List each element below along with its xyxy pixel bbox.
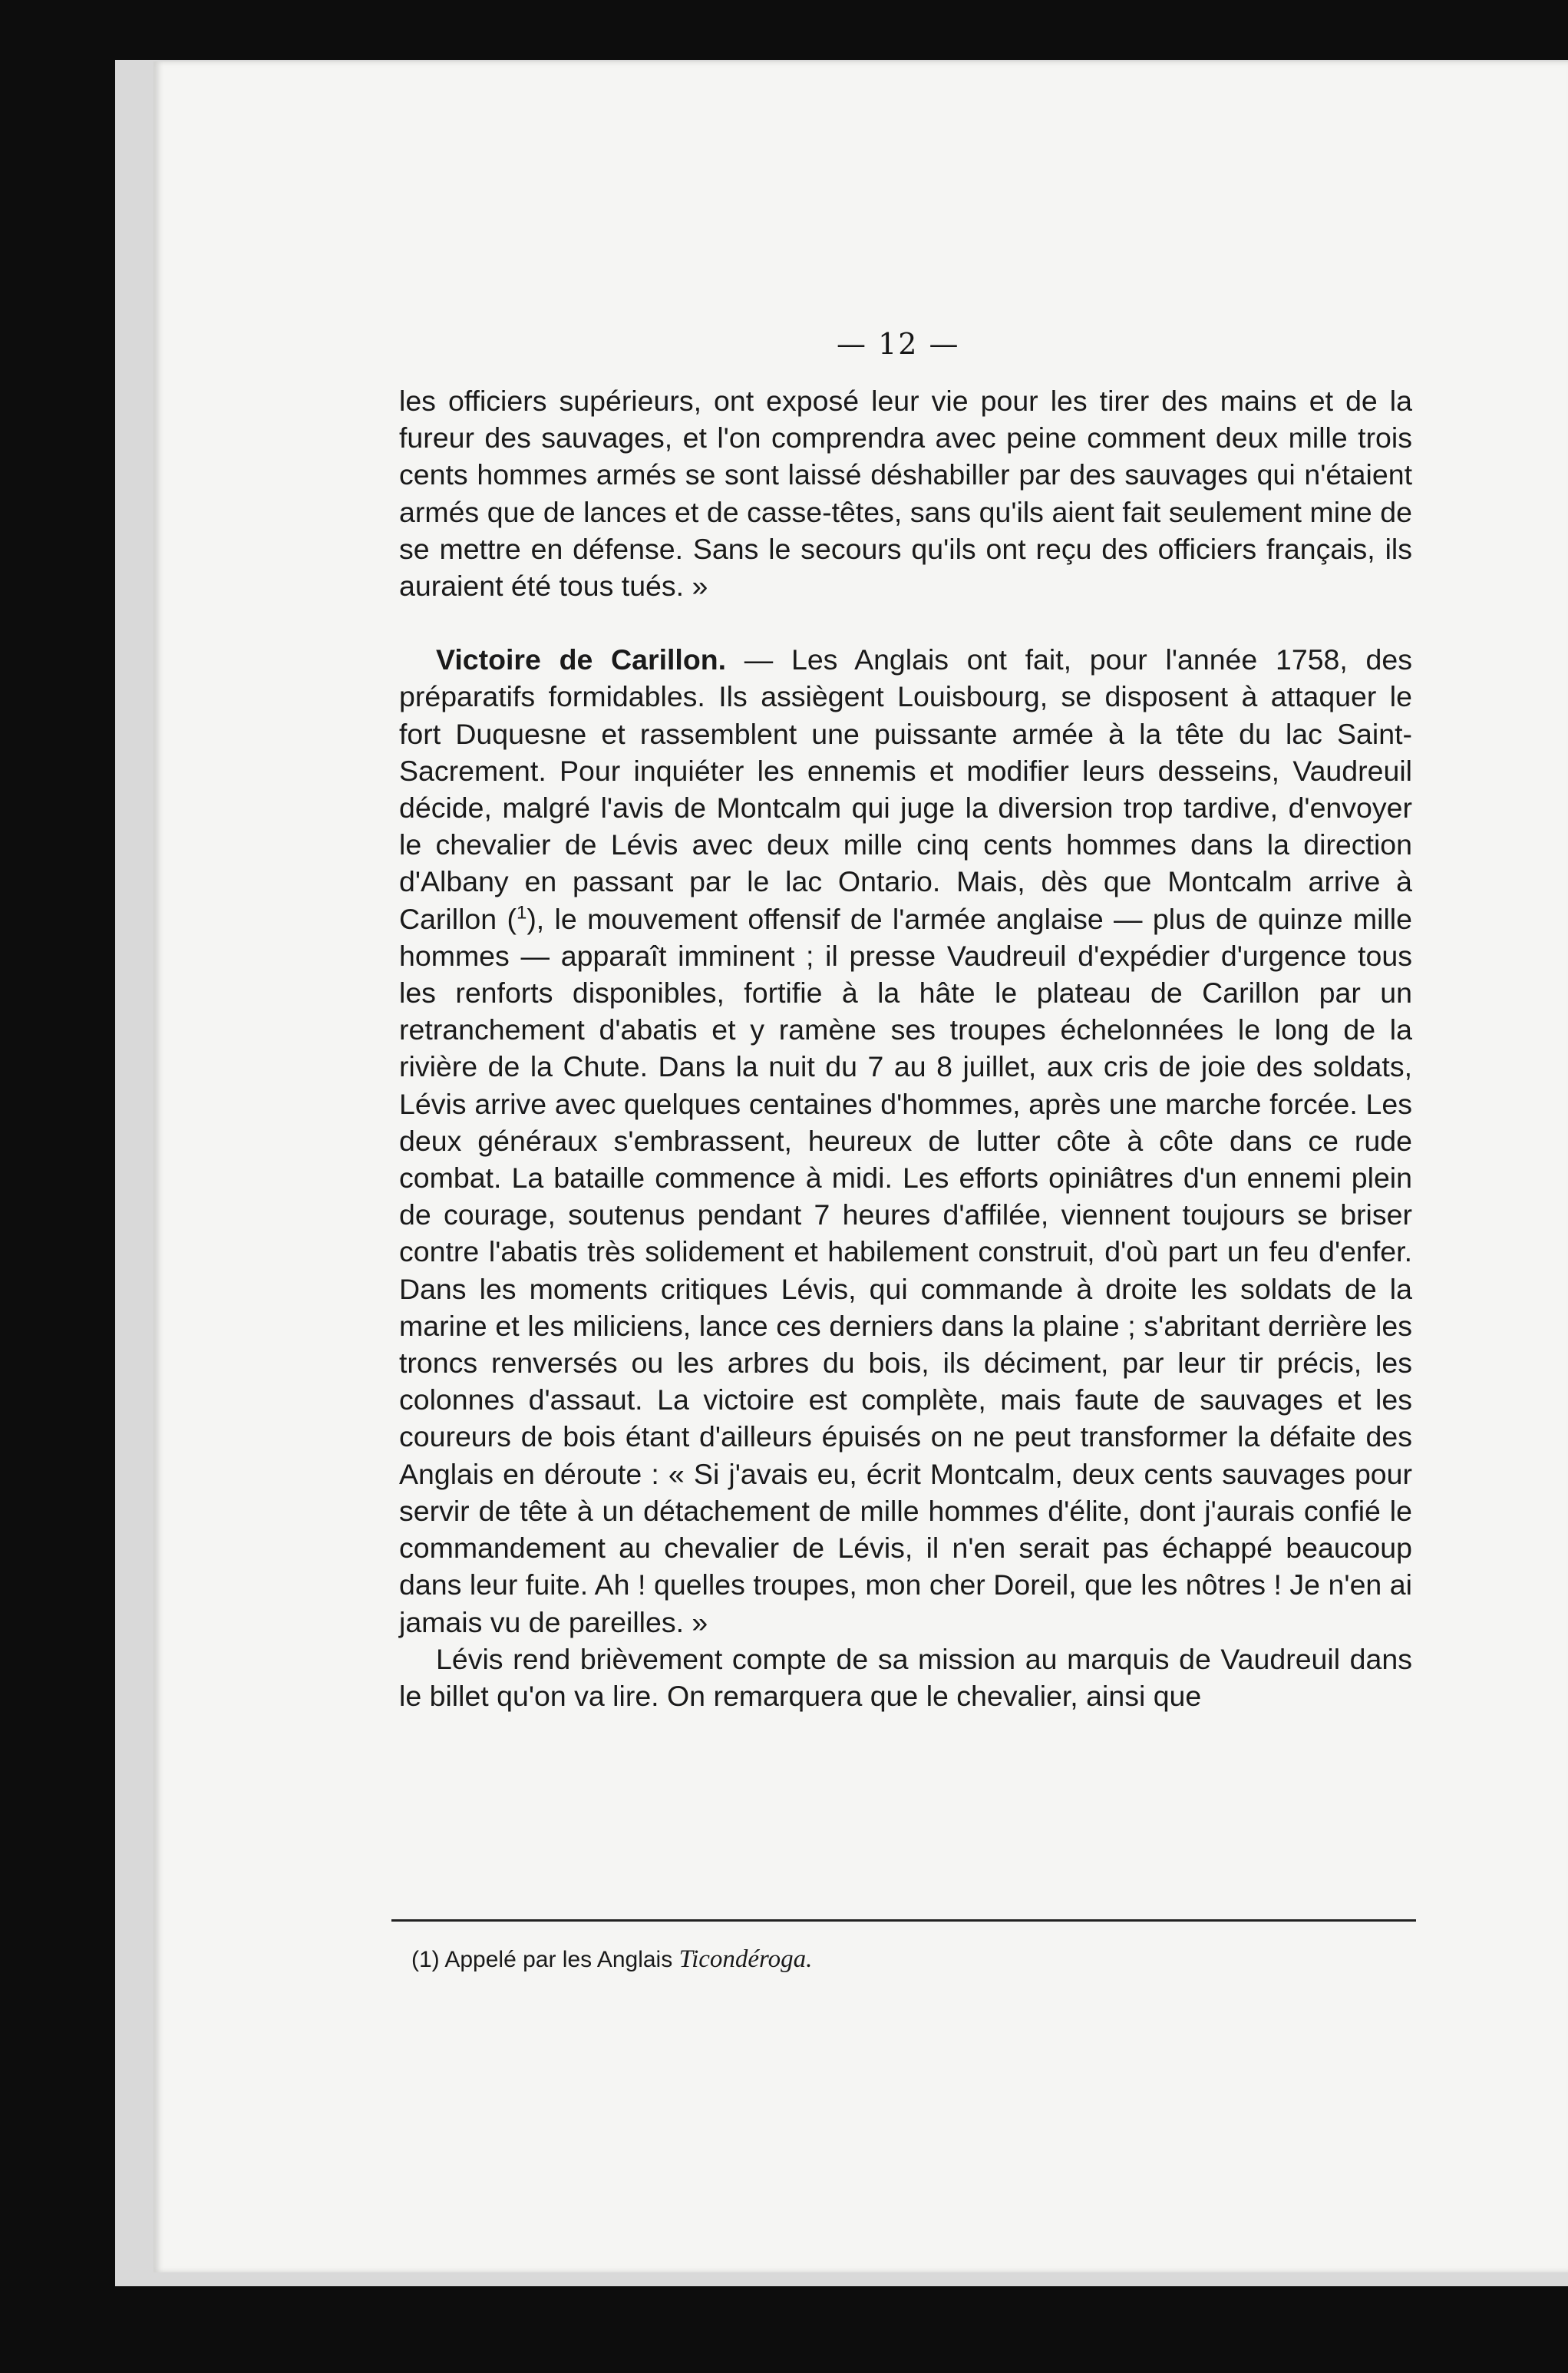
paragraph-1: les officiers supérieurs, ont exposé leur vie pour les tirer des mains et de la fureur des sauvages, et l'on comprendra avec peine comment deux mille trois cents hommes armés se sont laissé déshabiller par des sauvages qui n'étaient armés que de lances et de casse-têtes, sans qu'ils aient fait seulement mine de se mettre en défense. Sans le secours qu'ils ont reçu des officiers français, ils auraient été tous tués. » — [399, 385, 1412, 603]
footnote-text: Appelé par les Anglais — [439, 1947, 679, 1972]
footnote-reference: 1 — [516, 902, 527, 924]
paragraph-2-text-b: ), le mouvement offensif de l'armée anglaise — plus de quinze mille hommes — apparaît imminent ; il presse Vaudreuil d'expédier d'urgence tous les renforts disponibles, fortifie à la hâte le plateau de Carillon par un retranchement d'abatis et y ramène ses troupes échelonnées le long de la rivière de la Chute. Dans la nuit du 7 au 8 juillet, aux cris de joie des soldats, Lévis arrive avec quelques centaines d'hommes, après une marche forcée. Les deux généraux s'embrassent, heureux de lutter côte à côte dans ce rude combat. La bataille commence à midi. Les efforts opiniâtres d'un ennemi plein de courage, soutenus pendant 7 heures d'affilée, viennent toujours se briser contre l'abatis très solidement et habilement construit, d'où part un feu d'enfer. Dans les moments critiques Lévis, qui commande à droite les soldats de la marine et les miliciens, lance ces derniers dans la plaine ; s'abritant derrière les troncs renversés ou les arbres du bois, ils déciment, par leur tir précis, les colonnes d'assaut. La victoire est complète, mais faute de sauvages et les coureurs de bois étant d'ailleurs épuisés on ne peut transformer la défaite des Anglais en déroute : « Si j'avais eu, écrit Montcalm, deux cents sauvages pour servir de tête à un détachement de mille hommes d'élite, dont j'aurais confié le commandement au chevalier de Lévis, il n'en serait pas échappé beaucoup dans leur fuite. Ah ! quelles troupes, mon cher Doreil, que les nôtres ! Je n'en ai jamais vu de pareilles. » — [399, 902, 1412, 1638]
paragraph-3: Lévis rend brièvement compte de sa mission au marquis de Vaudreuil dans le billet qu'on va lire. On remarquera que le chevalier, ainsi que — [399, 1642, 1412, 1712]
footnote-marker: (1) — [411, 1947, 440, 1972]
body-text — [399, 382, 1412, 1714]
footnote-divider — [391, 1919, 1416, 1922]
footnote — [411, 1944, 1332, 1975]
footnote-term: Ticondéroga. — [678, 1945, 813, 1973]
paragraph-2 — [399, 641, 1412, 1640]
paragraph-2-text-a: — Les Anglais ont fait, pour l'année 1758, des préparatifs formidables. Ils assiègent Louisbourg, se disposent à attaquer le fort Duquesne et rassemblent une puissante armée à la tête du lac Saint-Sacrement. Pour inquiéter les ennemis et modifier leurs desseins, Vaudreuil décide, malgré l'avis de Montcalm qui juge la diversion trop tardive, d'envoyer le chevalier de Lévis avec deux mille cinq cents hommes dans la direction d'Albany en passant par le lac Ontario. Mais, dès que Montcalm arrive à Carillon ( — [399, 643, 1412, 935]
page-number: — 12 — — [837, 327, 960, 361]
section-title: Victoire de Carillon. — [436, 643, 727, 676]
